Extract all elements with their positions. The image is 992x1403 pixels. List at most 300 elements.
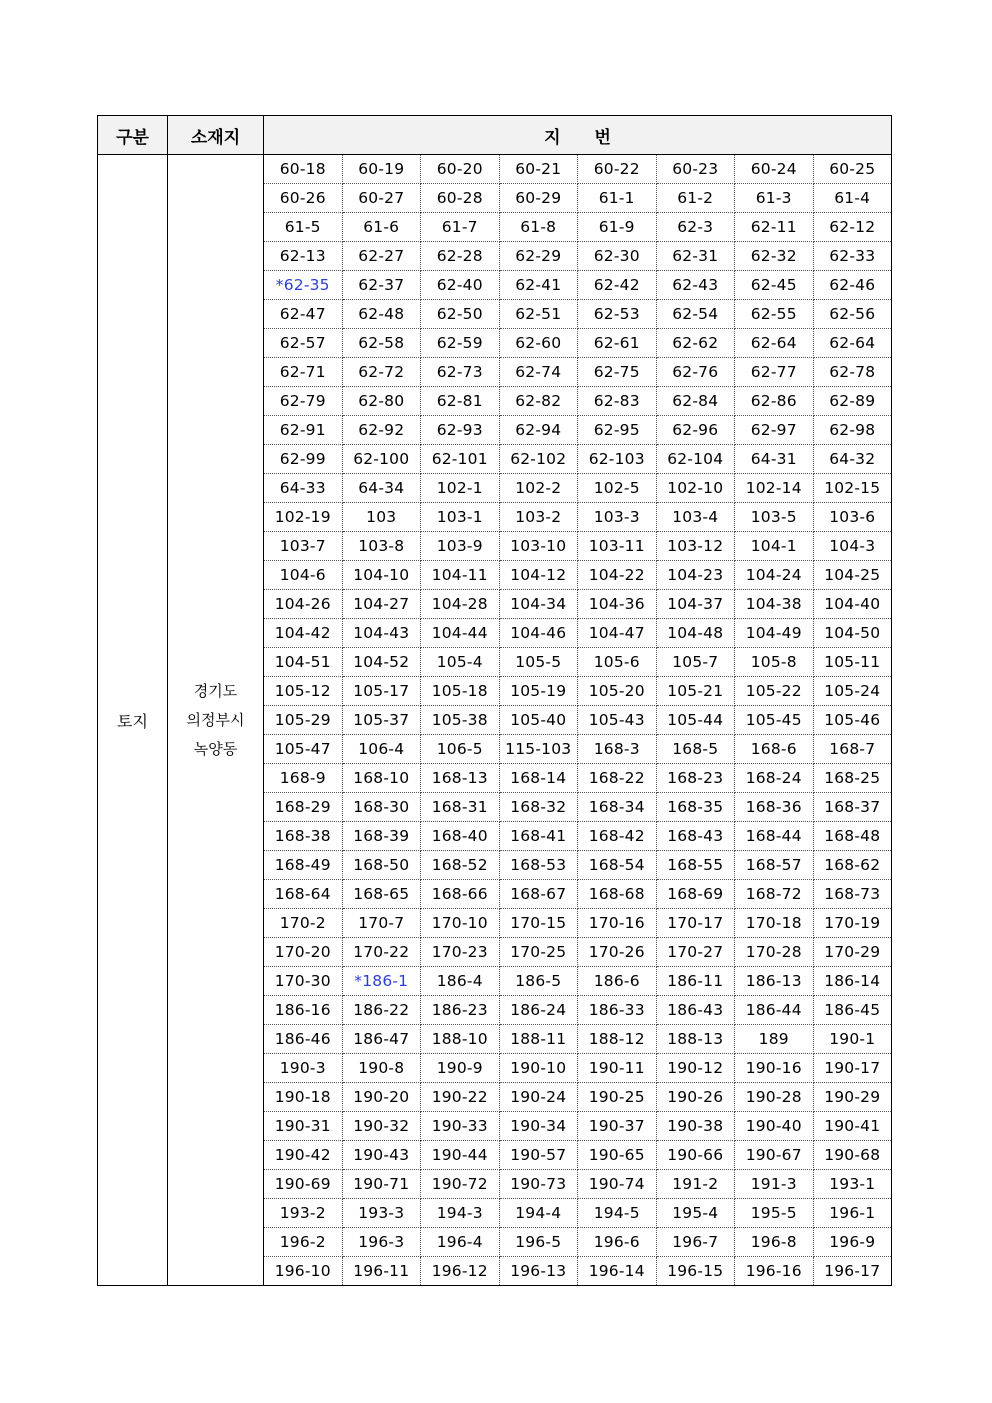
header-location: 소재지 (168, 116, 264, 155)
lot-number-cell: 196-2 (264, 1228, 343, 1257)
lot-number-cell: 168-37 (813, 793, 892, 822)
lot-number-cell: 168-3 (578, 735, 657, 764)
lot-number-cell: 105-8 (735, 648, 814, 677)
lot-number-cell: 190-11 (578, 1054, 657, 1083)
lot-number-cell: 190-57 (499, 1141, 578, 1170)
location-line: 녹양동 (193, 739, 238, 758)
lot-number-cell: 105-19 (499, 677, 578, 706)
lot-number-cell: 168-66 (421, 880, 500, 909)
lot-number-cell: 168-55 (656, 851, 735, 880)
lot-number-cell: 170-29 (813, 938, 892, 967)
lot-number-cell: 186-11 (656, 967, 735, 996)
lot-number-cell: 190-44 (421, 1141, 500, 1170)
lot-number-cell: 190-22 (421, 1083, 500, 1112)
lot-number-cell: 103-8 (342, 532, 421, 561)
lot-number-cell: 170-15 (499, 909, 578, 938)
lot-number-cell: 105-43 (578, 706, 657, 735)
lot-number-cell: 103-11 (578, 532, 657, 561)
lot-number-cell: 186-33 (578, 996, 657, 1025)
lot-number-cell: 189 (735, 1025, 814, 1054)
lot-number-cell: 64-31 (735, 445, 814, 474)
lot-number-cell: 190-18 (264, 1083, 343, 1112)
lot-number-cell: 62-83 (578, 387, 657, 416)
lot-number-cell: 105-37 (342, 706, 421, 735)
lot-number-cell: 170-10 (421, 909, 500, 938)
lot-number-cell: 60-27 (342, 184, 421, 213)
lot-number-cell: 186-4 (421, 967, 500, 996)
lot-number-cell: 62-81 (421, 387, 500, 416)
lot-number-cell: 170-23 (421, 938, 500, 967)
lot-number-cell: 105-47 (264, 735, 343, 764)
category-cell: 토지 (98, 155, 168, 1286)
lot-number-cell: 62-28 (421, 242, 500, 271)
lot-number-cell: 193-2 (264, 1199, 343, 1228)
lot-number-cell: 168-13 (421, 764, 500, 793)
lot-number-cell: 62-97 (735, 416, 814, 445)
lot-number-cell: 186-43 (656, 996, 735, 1025)
lot-number-cell: 62-61 (578, 329, 657, 358)
lot-number-cell: 61-4 (813, 184, 892, 213)
lot-number-cell: 190-20 (342, 1083, 421, 1112)
lot-number-cell: 170-25 (499, 938, 578, 967)
lot-number-cell: 168-31 (421, 793, 500, 822)
lot-number-cell: 170-18 (735, 909, 814, 938)
lot-number-cell: 190-8 (342, 1054, 421, 1083)
lot-number-cell: 62-32 (735, 242, 814, 271)
lot-number-cell: 61-2 (656, 184, 735, 213)
lot-number-cell: 103-7 (264, 532, 343, 561)
lot-number-cell: 168-72 (735, 880, 814, 909)
lot-number-cell: 188-12 (578, 1025, 657, 1054)
lot-number-cell: 105-18 (421, 677, 500, 706)
lot-number-cell: 105-24 (813, 677, 892, 706)
lot-number-cell: 61-9 (578, 213, 657, 242)
lot-number-cell: 103-10 (499, 532, 578, 561)
lot-number-cell: 104-27 (342, 590, 421, 619)
lot-number-cell: 61-6 (342, 213, 421, 242)
lot-number-cell: 168-5 (656, 735, 735, 764)
lot-number-cell: 60-20 (421, 155, 500, 184)
lot-number-cell: 62-54 (656, 300, 735, 329)
lot-number-cell: 60-18 (264, 155, 343, 184)
lot-number-cell: 196-5 (499, 1228, 578, 1257)
lot-number-cell: 105-6 (578, 648, 657, 677)
lot-number-cell: 62-51 (499, 300, 578, 329)
lot-number-cell: 194-4 (499, 1199, 578, 1228)
lot-number-cell: 196-15 (656, 1257, 735, 1286)
lot-number-cell: 190-42 (264, 1141, 343, 1170)
lot-number-cell: 62-46 (813, 271, 892, 300)
lot-number-cell: 168-10 (342, 764, 421, 793)
lot-number-cell: 196-7 (656, 1228, 735, 1257)
lot-number-cell: 105-46 (813, 706, 892, 735)
lot-number-cell: 104-36 (578, 590, 657, 619)
lot-number-cell: 170-26 (578, 938, 657, 967)
lot-number-cell: 104-47 (578, 619, 657, 648)
lot-number-cell: 102-19 (264, 503, 343, 532)
lot-number-cell: 60-24 (735, 155, 814, 184)
lot-number-cell: 64-32 (813, 445, 892, 474)
lot-number-cell: 62-89 (813, 387, 892, 416)
lot-number-cell: 103-12 (656, 532, 735, 561)
lot-number-cell: 190-16 (735, 1054, 814, 1083)
lot-number-cell: 104-1 (735, 532, 814, 561)
lot-number-cell: 168-35 (656, 793, 735, 822)
lot-number-cell: 168-24 (735, 764, 814, 793)
lot-number-cell: 60-26 (264, 184, 343, 213)
lot-number-cell: 105-20 (578, 677, 657, 706)
lot-number-cell: 170-7 (342, 909, 421, 938)
lot-number-cell: 104-22 (578, 561, 657, 590)
lot-number-cell: 105-21 (656, 677, 735, 706)
lot-number-cell: 104-48 (656, 619, 735, 648)
lot-number-cell: 102-14 (735, 474, 814, 503)
lot-number-cell: 62-93 (421, 416, 500, 445)
lot-number-cell: 62-76 (656, 358, 735, 387)
lot-number-cell: 168-67 (499, 880, 578, 909)
lot-number-cell: 195-5 (735, 1199, 814, 1228)
lot-number-cell: 62-78 (813, 358, 892, 387)
lot-number-cell: 105-44 (656, 706, 735, 735)
lot-number-cell: 191-2 (656, 1170, 735, 1199)
lot-number-cell: 168-34 (578, 793, 657, 822)
lot-number-cell: 62-41 (499, 271, 578, 300)
lot-number-cell: 62-80 (342, 387, 421, 416)
lot-number-cell: 190-74 (578, 1170, 657, 1199)
lot-number-cell: 168-44 (735, 822, 814, 851)
lot-number-cell: 62-73 (421, 358, 500, 387)
lot-number-cell: 196-6 (578, 1228, 657, 1257)
lot-number-cell: 106-4 (342, 735, 421, 764)
lot-number-cell: 104-50 (813, 619, 892, 648)
table-row (98, 155, 892, 184)
lot-number-cell: 61-1 (578, 184, 657, 213)
lot-number-cell: 62-57 (264, 329, 343, 358)
lot-number-cell: 170-16 (578, 909, 657, 938)
lot-number-cell: 168-57 (735, 851, 814, 880)
land-lot-table (97, 115, 892, 1286)
lot-number-cell: 168-65 (342, 880, 421, 909)
lot-number-cell: 61-8 (499, 213, 578, 242)
lot-number-cell: 190-40 (735, 1112, 814, 1141)
lot-number-cell: 104-52 (342, 648, 421, 677)
lot-number-cell: 104-46 (499, 619, 578, 648)
lot-number-cell: 188-13 (656, 1025, 735, 1054)
lot-number-cell: 168-62 (813, 851, 892, 880)
lot-number-cell: *186-1 (342, 967, 421, 996)
lot-number-cell: 62-101 (421, 445, 500, 474)
lot-number-cell: 62-62 (656, 329, 735, 358)
lot-number-cell: 103-4 (656, 503, 735, 532)
lot-number-cell: 62-55 (735, 300, 814, 329)
table-body (98, 155, 892, 1286)
lot-number-cell: 170-2 (264, 909, 343, 938)
lot-number-cell: 170-17 (656, 909, 735, 938)
lot-number-cell: 62-27 (342, 242, 421, 271)
lot-number-cell: 60-23 (656, 155, 735, 184)
lot-number-cell: 168-29 (264, 793, 343, 822)
lot-number-cell: 170-30 (264, 967, 343, 996)
lot-number-cell: 62-60 (499, 329, 578, 358)
lot-number-cell: 186-6 (578, 967, 657, 996)
lot-number-cell: 62-99 (264, 445, 343, 474)
lot-number-cell: 186-14 (813, 967, 892, 996)
lot-number-cell: 62-30 (578, 242, 657, 271)
lot-number-cell: 186-16 (264, 996, 343, 1025)
lot-number-cell: 186-44 (735, 996, 814, 1025)
lot-number-cell: 188-11 (499, 1025, 578, 1054)
lot-number-cell: 62-92 (342, 416, 421, 445)
lot-number-cell: 62-59 (421, 329, 500, 358)
lot-number-cell: 104-49 (735, 619, 814, 648)
lot-number-cell: 168-22 (578, 764, 657, 793)
lot-number-cell: 103-6 (813, 503, 892, 532)
lot-number-cell: 62-72 (342, 358, 421, 387)
lot-number-cell: 170-28 (735, 938, 814, 967)
lot-number-cell: 191-3 (735, 1170, 814, 1199)
lot-number-cell: 105-5 (499, 648, 578, 677)
lot-number-cell: 61-5 (264, 213, 343, 242)
lot-number-cell: 186-24 (499, 996, 578, 1025)
lot-number-cell: 104-37 (656, 590, 735, 619)
lot-number-cell: 62-75 (578, 358, 657, 387)
lot-number-cell: 104-38 (735, 590, 814, 619)
lot-number-cell: 196-1 (813, 1199, 892, 1228)
lot-number-cell: 190-65 (578, 1141, 657, 1170)
lot-number-cell: 104-23 (656, 561, 735, 590)
lot-number-cell: 62-50 (421, 300, 500, 329)
lot-number-cell: 196-4 (421, 1228, 500, 1257)
lot-number-cell: 196-3 (342, 1228, 421, 1257)
lot-number-cell: 105-4 (421, 648, 500, 677)
lot-number-cell: 168-41 (499, 822, 578, 851)
lot-number-cell: 168-25 (813, 764, 892, 793)
lot-number-cell: 168-73 (813, 880, 892, 909)
lot-number-cell: 194-3 (421, 1199, 500, 1228)
lot-number-cell: 186-47 (342, 1025, 421, 1054)
lot-number-cell: 190-12 (656, 1054, 735, 1083)
lot-number-cell: 62-74 (499, 358, 578, 387)
lot-number-cell: 62-96 (656, 416, 735, 445)
lot-number-cell: 190-24 (499, 1083, 578, 1112)
lot-number-cell: 104-44 (421, 619, 500, 648)
location-line: 경기도 (193, 681, 238, 700)
lot-number-cell: 102-10 (656, 474, 735, 503)
lot-number-cell: 104-40 (813, 590, 892, 619)
lot-number-cell: 62-94 (499, 416, 578, 445)
lot-number-cell: 62-58 (342, 329, 421, 358)
lot-number-cell: 190-37 (578, 1112, 657, 1141)
lot-number-cell: 168-53 (499, 851, 578, 880)
lot-number-cell: 62-13 (264, 242, 343, 271)
lot-number-cell: 190-1 (813, 1025, 892, 1054)
lot-number-cell: 168-43 (656, 822, 735, 851)
lot-number-cell: 64-34 (342, 474, 421, 503)
lot-number-cell: 168-52 (421, 851, 500, 880)
lot-number-cell: 170-19 (813, 909, 892, 938)
lot-number-cell: 60-21 (499, 155, 578, 184)
lot-number-cell: 62-98 (813, 416, 892, 445)
lot-number-cell: 168-32 (499, 793, 578, 822)
lot-number-cell: 62-29 (499, 242, 578, 271)
lot-number-cell: 104-42 (264, 619, 343, 648)
lot-number-cell: 104-3 (813, 532, 892, 561)
lot-number-cell: 168-50 (342, 851, 421, 880)
lot-number-cell: 190-9 (421, 1054, 500, 1083)
lot-number-cell: 62-12 (813, 213, 892, 242)
lot-number-cell: 196-17 (813, 1257, 892, 1286)
lot-number-cell: 62-82 (499, 387, 578, 416)
lot-number-cell: 62-47 (264, 300, 343, 329)
lot-number-cell: 62-104 (656, 445, 735, 474)
lot-number-cell: 186-46 (264, 1025, 343, 1054)
lot-number-cell: 170-27 (656, 938, 735, 967)
lot-number-cell: 193-1 (813, 1170, 892, 1199)
lot-number-cell: 190-17 (813, 1054, 892, 1083)
lot-number-cell: 168-7 (813, 735, 892, 764)
lot-number-cell: 102-15 (813, 474, 892, 503)
lot-number-cell: 190-41 (813, 1112, 892, 1141)
lot-number-cell: 62-84 (656, 387, 735, 416)
lot-number-cell: 168-68 (578, 880, 657, 909)
lot-number-cell: 168-40 (421, 822, 500, 851)
lot-number-cell: 60-19 (342, 155, 421, 184)
lot-number-cell: 168-54 (578, 851, 657, 880)
lot-number-cell: 196-14 (578, 1257, 657, 1286)
lot-number-cell: 190-32 (342, 1112, 421, 1141)
lot-number-cell: 190-28 (735, 1083, 814, 1112)
lot-number-cell: 186-45 (813, 996, 892, 1025)
lot-number-cell: 103-5 (735, 503, 814, 532)
lot-number-cell: 190-33 (421, 1112, 500, 1141)
lot-number-cell: 168-48 (813, 822, 892, 851)
lot-number-cell: 190-3 (264, 1054, 343, 1083)
lot-number-cell: 104-24 (735, 561, 814, 590)
lot-number-cell: 168-14 (499, 764, 578, 793)
lot-number-cell: 62-53 (578, 300, 657, 329)
lot-number-cell: 168-64 (264, 880, 343, 909)
lot-number-cell: 62-3 (656, 213, 735, 242)
lot-number-cell: 168-49 (264, 851, 343, 880)
lot-number-cell: 103-9 (421, 532, 500, 561)
lot-number-cell: 104-10 (342, 561, 421, 590)
lot-number-cell: 60-22 (578, 155, 657, 184)
lot-number-cell: 62-100 (342, 445, 421, 474)
table-header-row (98, 116, 892, 155)
lot-number-cell: 190-26 (656, 1083, 735, 1112)
lot-number-cell: 105-11 (813, 648, 892, 677)
lot-number-cell: 104-25 (813, 561, 892, 590)
lot-number-cell: 190-31 (264, 1112, 343, 1141)
lot-number-cell: 188-10 (421, 1025, 500, 1054)
lot-number-cell: 195-4 (656, 1199, 735, 1228)
lot-number-cell: 62-11 (735, 213, 814, 242)
lot-number-cell: *62-35 (264, 271, 343, 300)
lot-number-cell: 62-86 (735, 387, 814, 416)
lot-number-cell: 190-43 (342, 1141, 421, 1170)
lot-number-cell: 170-20 (264, 938, 343, 967)
lot-number-cell: 168-23 (656, 764, 735, 793)
lot-number-cell: 196-13 (499, 1257, 578, 1286)
lot-number-cell: 105-45 (735, 706, 814, 735)
lot-number-cell: 196-11 (342, 1257, 421, 1286)
lot-number-cell: 105-17 (342, 677, 421, 706)
lot-number-cell: 104-51 (264, 648, 343, 677)
lot-number-cell: 190-10 (499, 1054, 578, 1083)
lot-number-cell: 115-103 (499, 735, 578, 764)
lot-number-cell: 103 (342, 503, 421, 532)
lot-number-cell: 103-3 (578, 503, 657, 532)
header-lot-number: 지 번 (264, 116, 892, 155)
lot-number-cell: 62-48 (342, 300, 421, 329)
lot-number-cell: 190-25 (578, 1083, 657, 1112)
lot-number-cell: 106-5 (421, 735, 500, 764)
lot-number-cell: 190-72 (421, 1170, 500, 1199)
lot-number-cell: 62-77 (735, 358, 814, 387)
lot-number-cell: 186-5 (499, 967, 578, 996)
lot-number-cell: 105-7 (656, 648, 735, 677)
lot-number-cell: 62-64 (813, 329, 892, 358)
lot-number-cell: 102-2 (499, 474, 578, 503)
lot-number-cell: 190-71 (342, 1170, 421, 1199)
lot-number-cell: 61-3 (735, 184, 814, 213)
lot-number-cell: 60-28 (421, 184, 500, 213)
lot-number-cell: 196-10 (264, 1257, 343, 1286)
lot-number-cell: 62-64 (735, 329, 814, 358)
lot-number-cell: 62-103 (578, 445, 657, 474)
lot-number-cell: 62-91 (264, 416, 343, 445)
lot-number-cell: 190-67 (735, 1141, 814, 1170)
lot-number-cell: 168-42 (578, 822, 657, 851)
lot-number-cell: 186-23 (421, 996, 500, 1025)
lot-number-cell: 190-38 (656, 1112, 735, 1141)
lot-number-cell: 104-43 (342, 619, 421, 648)
lot-number-cell: 62-43 (656, 271, 735, 300)
lot-number-cell: 105-22 (735, 677, 814, 706)
lot-number-cell: 60-29 (499, 184, 578, 213)
lot-number-cell: 168-9 (264, 764, 343, 793)
lot-number-cell: 170-22 (342, 938, 421, 967)
lot-number-cell: 104-26 (264, 590, 343, 619)
lot-number-cell: 196-8 (735, 1228, 814, 1257)
lot-number-cell: 196-9 (813, 1228, 892, 1257)
lot-number-cell: 62-37 (342, 271, 421, 300)
lot-number-cell: 168-30 (342, 793, 421, 822)
lot-number-cell: 105-29 (264, 706, 343, 735)
lot-number-cell: 62-45 (735, 271, 814, 300)
header-category: 구분 (98, 116, 168, 155)
lot-number-cell: 104-12 (499, 561, 578, 590)
lot-number-cell: 62-42 (578, 271, 657, 300)
lot-number-cell: 104-11 (421, 561, 500, 590)
lot-number-cell: 105-40 (499, 706, 578, 735)
lot-number-cell: 103-1 (421, 503, 500, 532)
lot-number-cell: 196-16 (735, 1257, 814, 1286)
lot-number-cell: 168-69 (656, 880, 735, 909)
lot-number-cell: 64-33 (264, 474, 343, 503)
lot-number-cell: 190-66 (656, 1141, 735, 1170)
lot-number-cell: 103-2 (499, 503, 578, 532)
lot-number-cell: 62-33 (813, 242, 892, 271)
lot-number-cell: 194-5 (578, 1199, 657, 1228)
lot-number-cell: 186-13 (735, 967, 814, 996)
lot-number-cell: 62-56 (813, 300, 892, 329)
location-cell (168, 155, 264, 1286)
lot-number-cell: 196-12 (421, 1257, 500, 1286)
lot-number-cell: 168-39 (342, 822, 421, 851)
lot-number-cell: 168-38 (264, 822, 343, 851)
lot-number-cell: 62-102 (499, 445, 578, 474)
